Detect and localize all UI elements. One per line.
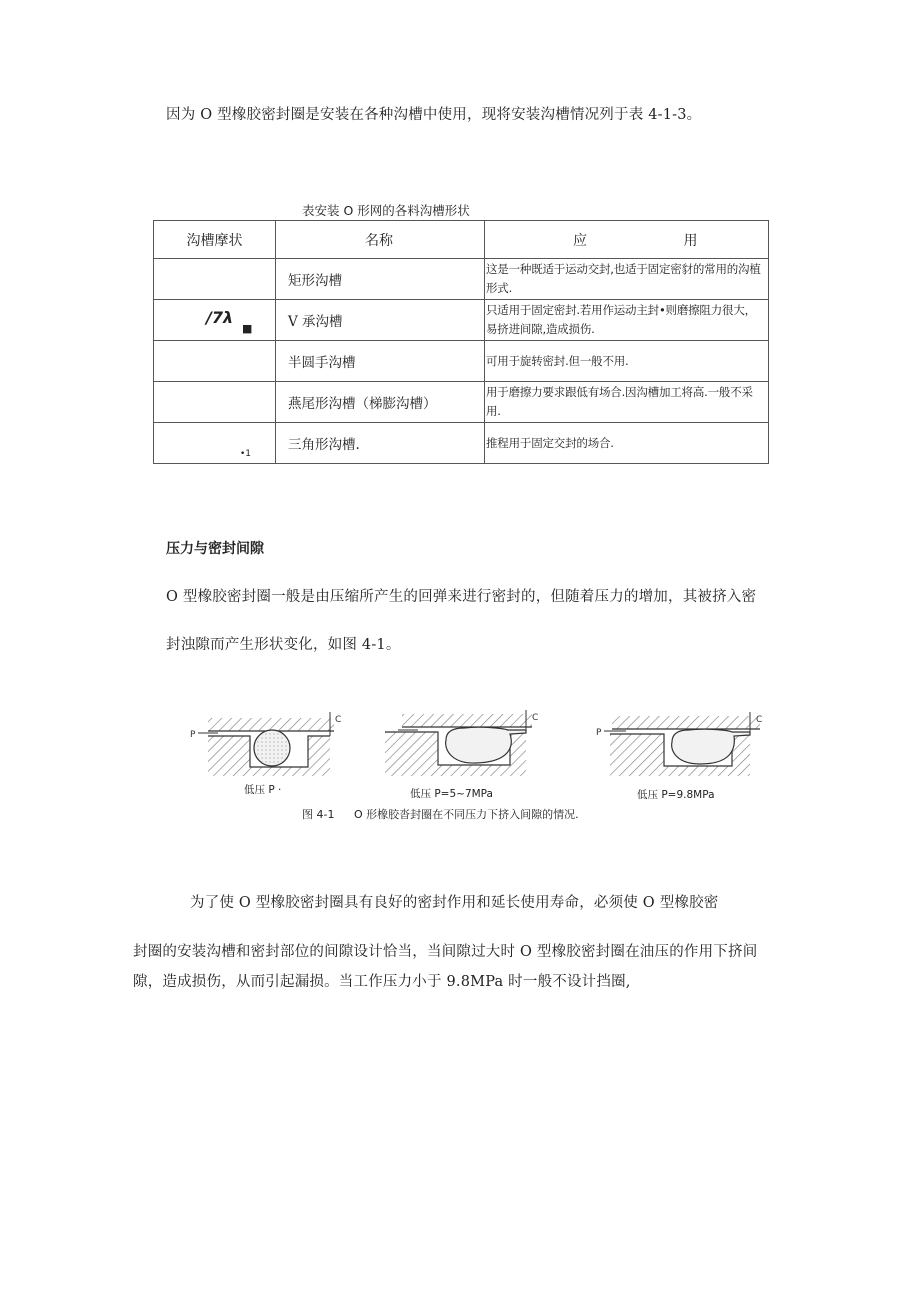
panel-caption-high: 低压 P=9.8MPa <box>637 789 715 801</box>
row-name: 半圆手沟槽 <box>276 341 485 382</box>
c-label: C <box>756 715 763 725</box>
groove-table <box>153 220 769 464</box>
table-row <box>154 341 769 382</box>
header-application <box>485 221 769 259</box>
upper-wall <box>612 715 763 729</box>
figure-caption: O 形橡胶沓封圈在不同压力下挤入间隙的情况. <box>354 808 579 821</box>
intro-paragraph: 因为 O 型橡胶密封圈是安装在各种沟槽中使用，现将安装沟槽情况列于表 4-1-3。 <box>166 107 702 123</box>
table-row <box>154 423 769 464</box>
section-heading: 压力与密封间隙 <box>166 541 264 557</box>
header-application-part2: 用 <box>683 232 698 249</box>
shape-glyph: /7λ <box>206 308 234 327</box>
table-title: 表安装 O 形网的各料沟槽形状 <box>302 203 470 218</box>
header-shape: 沟槽摩状 <box>154 221 276 259</box>
row-shape-cell <box>154 382 276 423</box>
row-shape-cell <box>154 423 276 464</box>
c-label: C <box>532 713 539 723</box>
row-application: 用于磨擦力要求跟低有场合.因沟槽加工将高.一般不采用. <box>485 382 769 423</box>
figure-panel-medium-pressure <box>385 710 538 776</box>
table-row <box>154 382 769 423</box>
para2-line3: 隙，造成损伤，从而引起漏损。当工作压力小于 9.8MPa 时一般不设计挡圈, <box>133 974 631 990</box>
row-application: 可用于旋转密封.但一般不用. <box>485 341 769 382</box>
para2-line1: 为了使 O 型橡胶密封圈具有良好的密封作用和延长使用寿命，必须使 O 型橡胶密 <box>190 895 719 911</box>
shape-mark: ■ <box>242 322 253 335</box>
figure-panel-low-pressure <box>190 712 341 776</box>
p-label: P <box>596 728 602 738</box>
row-shape-cell <box>154 300 276 341</box>
para1-line2: 封浊隙而产生形状变化，如图 4-1。 <box>166 637 401 653</box>
row-application: 这是一种既适于运动交封,也适于固定密豺的常用的沟植形式. <box>485 259 769 300</box>
row-name: V 承沟槽 <box>276 300 485 341</box>
panel-caption-low: 低压 P · <box>244 784 282 796</box>
figure-number: 图 4-1 <box>302 808 335 821</box>
table-header-row <box>154 221 769 259</box>
table-row <box>154 300 769 341</box>
panel-caption-medium: 低压 P=5~7MPa <box>410 788 493 800</box>
upper-wall <box>208 718 334 731</box>
row-name: 矩形沟槽 <box>276 259 485 300</box>
header-name: 名称 <box>276 221 485 259</box>
figure-4-1 <box>180 700 780 820</box>
para2-line2: 封圈的安装沟槽和密封部位的间隙设计恰当，当间隙过大时 O 型橡胶密封圈在油压的作用下挤间 <box>133 944 758 960</box>
row-application: 推程用于固定交封的场合. <box>485 423 769 464</box>
p-label: P <box>190 730 196 740</box>
row-shape-cell <box>154 341 276 382</box>
shape-mark: •1 <box>240 449 252 459</box>
upper-wall <box>402 714 532 727</box>
row-application: 只适用于固定密封.若用作运动主封•则磨擦阻力很大，易挤进间隙,造成损伤. <box>485 300 769 341</box>
row-name: 三角形沟槽. <box>276 423 485 464</box>
row-name: 燕尾形沟槽（梯膨沟槽） <box>276 382 485 423</box>
row-shape-cell <box>154 259 276 300</box>
c-label: C <box>335 715 342 725</box>
table-row <box>154 259 769 300</box>
header-application-part1: 应 <box>573 232 587 249</box>
figure-panel-high-pressure <box>596 712 762 776</box>
para1-line1: O 型橡胶密封圈一般是由压缩所产生的回弹来进行密封的，但随着压力的增加，其被挤入密 <box>166 589 757 605</box>
